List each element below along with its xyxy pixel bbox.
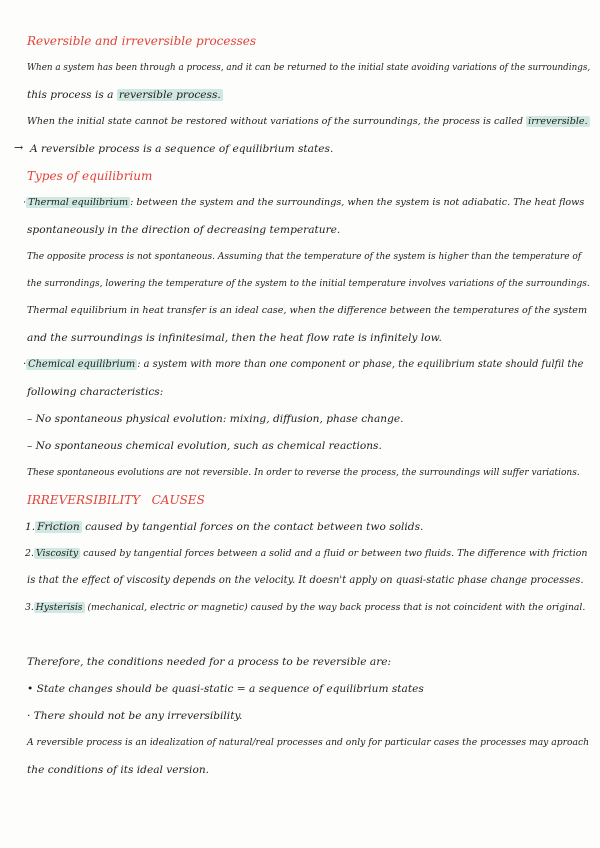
bullet: · [23, 359, 27, 370]
heading-irreversibility-causes: IRREVERSIBILITY CAUSES [27, 493, 205, 507]
paragraph-line: Therefore, the conditions needed for a process to be reversible are: [27, 656, 392, 668]
bullet: · [23, 197, 27, 208]
cause-number: 2. [25, 548, 34, 559]
highlight-hysterisis: Hysterisis [35, 602, 83, 613]
cause-line [25, 547, 587, 561]
text-segment: : between the system and the surroundings, when the system is not adiabatic. The heat flows [130, 197, 585, 208]
paragraph-line: – No spontaneous physical evolution: mixing, diffusion, phase change. [27, 413, 404, 425]
highlight-friction: Friction [37, 521, 80, 533]
condition-bullet: • State changes should be quasi-static = a sequence of equilibrium states [27, 683, 424, 695]
paragraph-line: These spontaneous evolutions are not reversible. In order to reverse the process, the surroundings will suffer variations. [27, 468, 580, 478]
paragraph-line: and the surroundings is infinitesimal, then the heat flow rate is infinitely low. [27, 332, 442, 344]
paragraph-line: the conditions of its ideal version. [27, 764, 210, 776]
text-segment: caused by tangential forces between a solid and a fluid or between two fluids. The difference with friction [80, 548, 588, 559]
paragraph-line: the surrondings, lowering the temperature of the system to the initial temperature involves variations of the surroundings. [27, 279, 590, 289]
highlight-viscosity: Viscosity [35, 548, 79, 559]
paragraph-line: A reversible process is a sequence of equilibrium states. [30, 143, 334, 155]
paragraph-line: – No spontaneous chemical evolution, such as chemical reactions. [27, 440, 382, 452]
text-segment: When the initial state cannot be restored without variations of the surroundings, the process is called [27, 116, 527, 127]
paragraph-line [27, 88, 223, 102]
paragraph-line: Thermal equilibrium in heat transfer is an ideal case, when the difference between the temperatures of the system [27, 305, 588, 316]
paragraph-line [27, 115, 590, 129]
text-segment: : a system with more than one component or phase, the equilibrium state should fulfil the [137, 359, 584, 370]
highlight-thermal-equilibrium: Thermal equilibrium [28, 197, 129, 208]
paragraph-line: When a system has been through a process, and it can be returned to the initial state avoiding variations of the surroundings, [27, 63, 591, 73]
cause-number: 1. [25, 521, 36, 533]
paragraph-line [23, 358, 583, 372]
heading-types-of-equilibrium: Types of equilibrium [27, 169, 153, 183]
cause-line: is that the effect of viscosity depends on the velocity. It doesn't apply on quasi-static phase change processes. [27, 575, 584, 586]
cause-line [25, 520, 423, 534]
text-segment: caused by tangential forces on the contact between two solids. [81, 521, 424, 533]
highlight-reversible-process: reversible process. [118, 89, 221, 101]
paragraph-line: following characteristics: [27, 386, 164, 398]
condition-bullet: · There should not be any irreversibility. [27, 710, 243, 722]
paragraph-line: A reversible process is an idealization of natural/real processes and only for particular cases the processes may aproach [27, 737, 590, 748]
cause-line [25, 601, 585, 615]
highlight-irreversible: irreversible. [528, 116, 588, 127]
paragraph-line: The opposite process is not spontaneous. Assuming that the temperature of the system is higher than the temperature of [27, 252, 582, 262]
arrow-icon: → [14, 141, 24, 154]
paragraph-line: spontaneously in the direction of decreasing temperature. [27, 224, 341, 236]
cause-number: 3. [25, 602, 34, 613]
text-segment: this process is a [27, 89, 117, 101]
highlight-chemical-equilibrium: Chemical equilibrium [28, 359, 136, 370]
paragraph-line [23, 196, 584, 210]
heading-reversible-irreversible: Reversible and irreversible processes [27, 34, 257, 48]
text-segment: (mechanical, electric or magnetic) caused by the way back process that is not coincident with the original. [84, 602, 586, 613]
